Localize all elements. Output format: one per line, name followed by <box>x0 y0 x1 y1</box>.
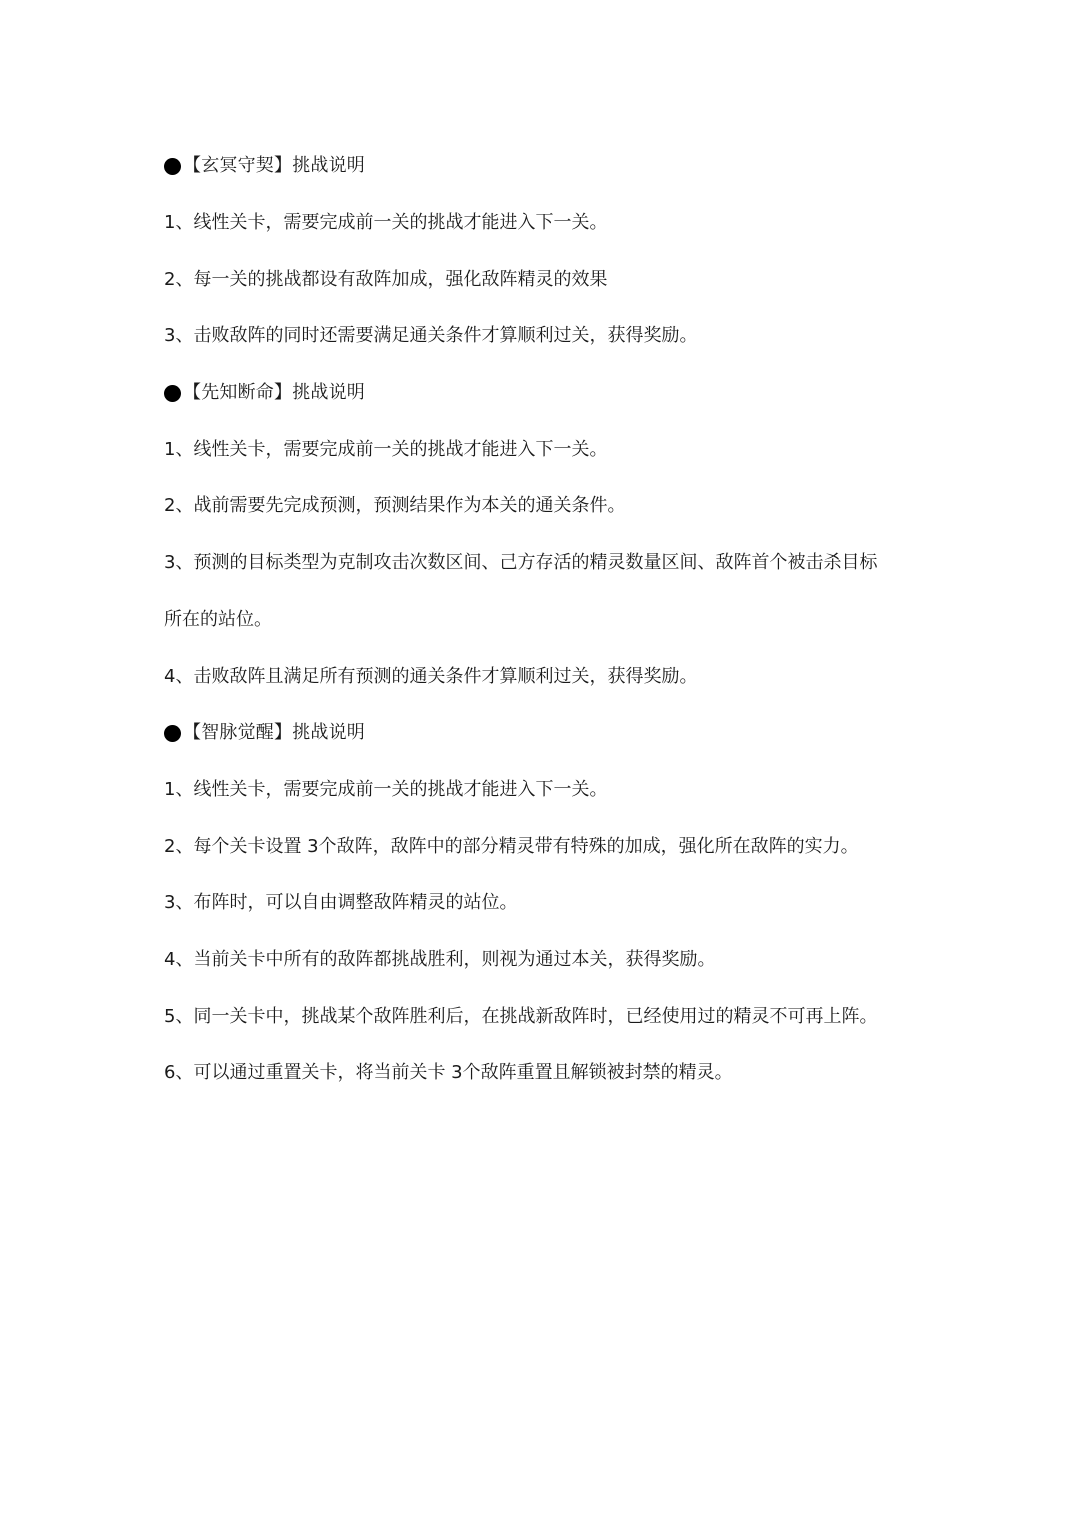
list-item: 4、当前关卡中所有的敌阵都挑战胜利，则视为通过本关，获得奖励。 <box>164 948 716 970</box>
list-item: 2、战前需要先完成预测，预测结果作为本关的通关条件。 <box>164 495 626 517</box>
list-item: 3、布阵时，可以自由调整敌阵精灵的站位。 <box>164 892 518 914</box>
section-heading <box>164 138 954 195</box>
list-item: 2、每个关卡设置 3个敌阵，敌阵中的部分精灵带有特殊的加成，强化所在敌阵的实力。 <box>164 835 859 857</box>
list-item: 3、预测的目标类型为克制攻击次数区间、己方存活的精灵数量区间、敌阵首个被击杀目标 <box>164 552 878 574</box>
bullet-dot <box>164 385 181 402</box>
list-item: 1、线性关卡，需要完成前一关的挑战才能进入下一关。 <box>164 212 608 234</box>
section-title: 【智脉觉醒】挑战说明 <box>183 722 365 744</box>
list-item: 1、线性关卡，需要完成前一关的挑战才能进入下一关。 <box>164 778 608 800</box>
list-item-continuation: 所在的站位。 <box>164 608 272 630</box>
bullet-dot <box>164 725 181 742</box>
list-item: 5、同一关卡中，挑战某个敌阵胜利后，在挑战新敌阵时，已经使用过的精灵不可再上阵。 <box>164 1005 878 1027</box>
list-item: 1、线性关卡，需要完成前一关的挑战才能进入下一关。 <box>164 438 608 460</box>
bullet-dot <box>164 158 181 175</box>
document-body <box>164 138 954 1102</box>
section-title: 【先知断命】挑战说明 <box>183 382 365 404</box>
section-heading <box>164 705 954 762</box>
list-item: 3、击败敌阵的同时还需要满足通关条件才算顺利过关，获得奖励。 <box>164 325 698 347</box>
list-item: 6、可以通过重置关卡，将当前关卡 3个敌阵重置且解锁被封禁的精灵。 <box>164 1062 733 1084</box>
list-item: 4、击败敌阵且满足所有预测的通关条件才算顺利过关，获得奖励。 <box>164 665 698 687</box>
list-item: 2、每一关的挑战都设有敌阵加成，强化敌阵精灵的效果 <box>164 268 608 290</box>
section-heading <box>164 365 954 422</box>
section-title: 【玄冥守契】挑战说明 <box>183 155 365 177</box>
